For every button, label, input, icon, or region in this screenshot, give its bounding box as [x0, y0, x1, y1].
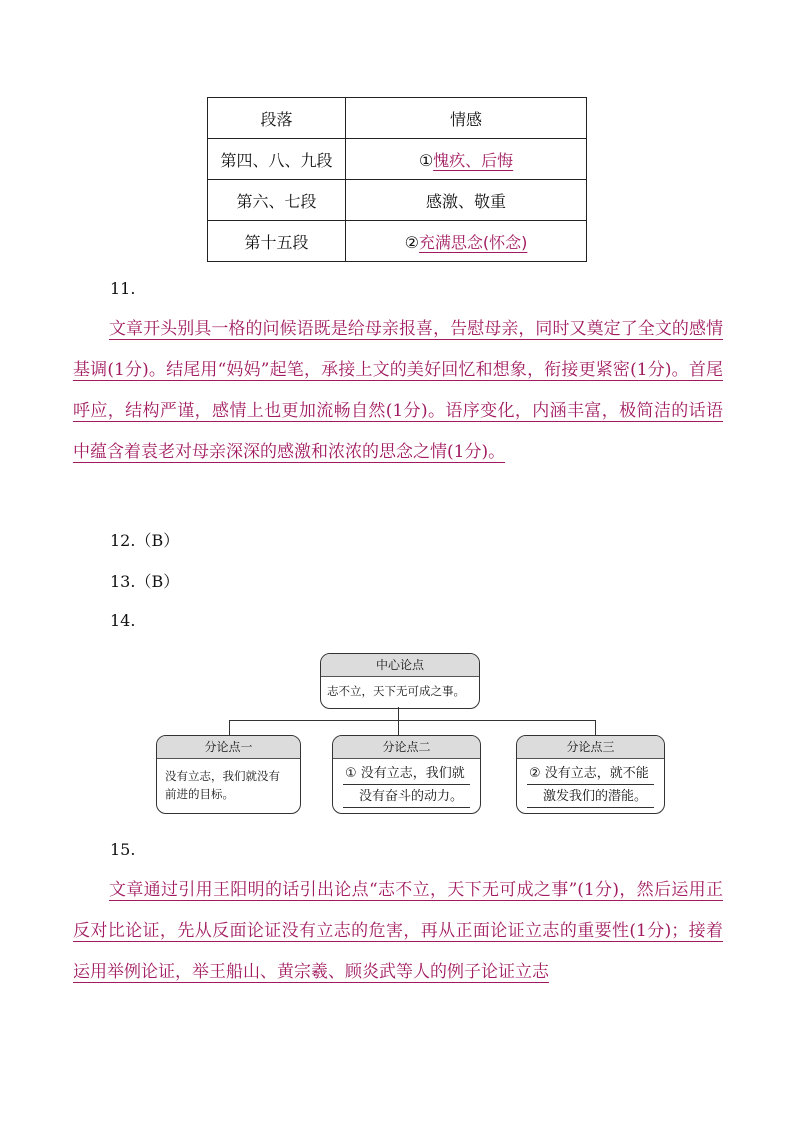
question-number: 14.: [110, 611, 136, 630]
box-text: 志不立，天下无可成之事。: [327, 684, 465, 698]
box-title: 分论点三: [517, 736, 664, 759]
answer-line: ② 没有立志，就不能: [527, 764, 654, 785]
answer-line: 激发我们的潜能。: [527, 787, 654, 808]
table-cell-emotion: 感激、敬重: [346, 180, 587, 221]
connector-line: [595, 720, 596, 735]
table-row: [208, 139, 587, 180]
table-header-cell: 段落: [208, 98, 346, 139]
sub-argument-box: [516, 735, 665, 814]
table-cell-section: 第十五段: [208, 221, 346, 262]
connector-line: [229, 720, 230, 735]
box-title: 分论点一: [157, 736, 300, 759]
choice-answer: （B）: [135, 572, 180, 591]
question-number: 15.: [110, 840, 136, 859]
table-row: [208, 180, 587, 221]
sub-argument-box: [332, 735, 481, 814]
box-text: 没有立志，我们就没有: [165, 769, 280, 783]
box-body: [517, 759, 664, 814]
answer-marker: ②: [404, 232, 419, 252]
question-number: [110, 569, 179, 592]
answer-paragraph: [73, 309, 723, 473]
sub-argument-box: [156, 735, 301, 814]
box-body: [333, 759, 480, 814]
connector-line: [398, 707, 399, 720]
box-text: 前进的目标。: [165, 787, 234, 801]
number: 12.: [110, 531, 136, 550]
question-number: 11.: [110, 279, 136, 298]
answer-paragraph: [73, 870, 723, 993]
table-cell-section: 第六、七段: [208, 180, 346, 221]
central-argument-box: [320, 653, 480, 709]
answer-text: 愧疚、后悔: [433, 150, 514, 170]
table-header-row: [208, 98, 587, 139]
table-cell-emotion: [346, 221, 587, 262]
question-number: [110, 528, 179, 551]
number: 13.: [110, 572, 136, 591]
emotion-table: [207, 97, 587, 262]
answer-text: 充满思念(怀念): [418, 232, 528, 252]
answer-text: 文章通过引用王阳明的话引出论点“志不立，天下无可成之事”(1分)，然后运用正反对比论证，先从反面论证没有立志的危害，再从正面论证立志的重要性(1分)；接着运用举例论证，举王船山、黄宗羲、顾炎武等人的例子论证立志: [73, 880, 723, 982]
table-row: [208, 221, 587, 262]
answer-marker: ①: [418, 150, 434, 170]
answer-text: 文章开头别具一格的问候语既是给母亲报喜，告慰母亲，同时又奠定了全文的感情基调(1分)。结尾用“妈妈”起笔，承接上文的美好回忆和想象，衔接更紧密(1分)。首尾呼应，结构严谨，感情上也更加流畅自然(1分)。语序变化，内涵丰富，极简洁的话语中蕴含着袁老对母亲深深的感激和浓浓的思念之情(1分)。: [73, 319, 723, 462]
answer-line: ① 没有立志，我们就: [343, 764, 470, 785]
choice-answer: （B）: [135, 531, 180, 550]
box-body: [157, 759, 300, 811]
table-header-cell: 情感: [346, 98, 587, 139]
box-title: 分论点二: [333, 736, 480, 759]
box-title: 中心论点: [321, 654, 479, 677]
table-cell-emotion: [346, 139, 587, 180]
answer-line: 没有奋斗的动力。: [343, 787, 470, 808]
connector-line: [229, 720, 596, 721]
table-cell-section: 第四、八、九段: [208, 139, 346, 180]
connector-line: [398, 720, 399, 735]
